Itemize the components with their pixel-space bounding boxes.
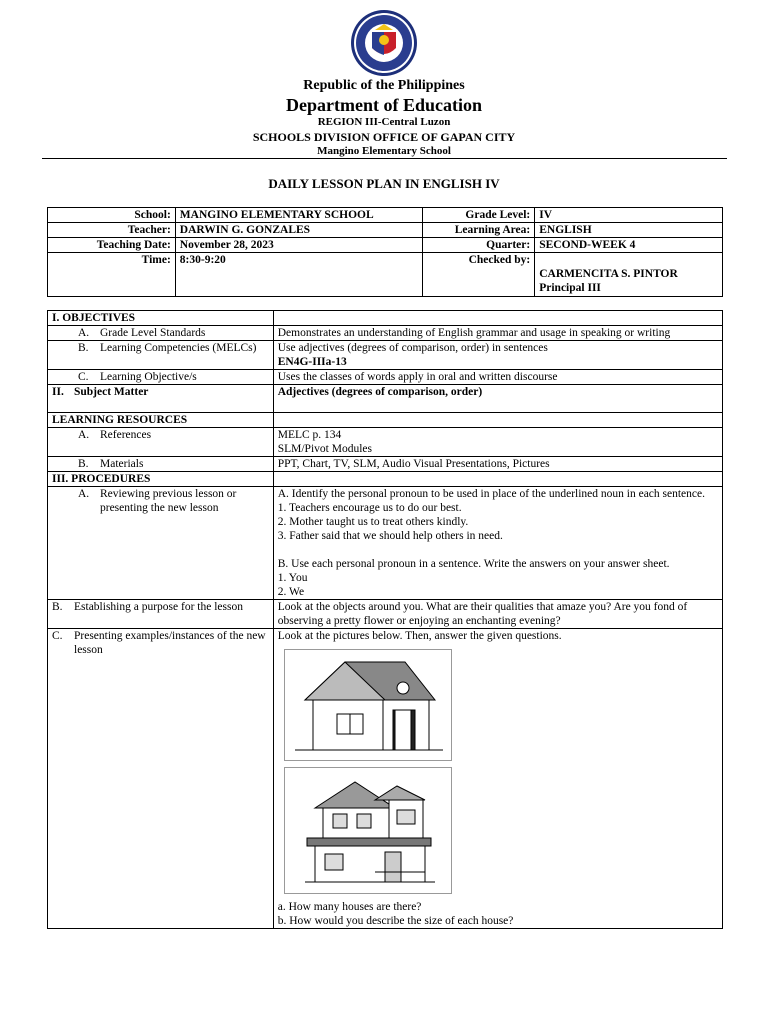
objective-b-num: B. [78,342,89,354]
header-divider [42,158,727,159]
procedure-b-label: Establishing a purpose for the lesson [74,601,243,613]
table-row [48,238,723,253]
objective-a-label: Grade Level Standards [100,327,206,339]
area-value: ENGLISH [535,223,723,238]
procedure-a-line: 1. You [277,572,308,584]
checked-title: Principal III [539,282,601,294]
materials-num: B. [78,458,89,470]
region-line: REGION III-Central Luzon [317,116,451,128]
subject-text: Adjectives (degrees of comparison, order) [273,385,722,413]
teacher-label: Teacher: [48,223,176,238]
procedure-c-question: b. How would you describe the size of each house? [277,915,514,927]
lesson-plan-table [47,310,723,929]
checked-name: CARMENCITA S. PINTOR [539,268,678,280]
procedure-a-line: 2. Mother taught us to treat others kindly. [277,516,469,528]
references-num: A. [78,429,90,441]
table-row [48,370,723,385]
time-value: 8:30-9:20 [175,253,423,297]
reference-1: MELC p. 134 [277,429,342,441]
objective-b-text: Use adjectives (degrees of comparison, order) in sentences [277,342,548,354]
table-row [48,311,723,326]
table-row [48,253,723,297]
subject-num: II. [52,386,64,398]
materials-text: PPT, Chart, TV, SLM, Audio Visual Presentations, Pictures [273,457,722,472]
table-row [48,223,723,238]
procedure-b-text: Look at the objects around you. What are their qualities that amaze you? Are you fond of observing a pretty flower or enjoying an enchanting evening? [273,600,722,629]
big-house-image [284,767,452,894]
table-row [48,341,723,370]
subject-heading: Subject Matter [74,386,149,398]
references-label: References [100,429,152,441]
checked-label: Checked by: [423,253,535,297]
objectives-heading: I. OBJECTIVES [48,311,274,326]
procedure-c-intro: Look at the pictures below. Then, answer the given questions. [277,630,562,642]
objective-a-num: A. [78,327,90,339]
page-title: DAILY LESSON PLAN IN ENGLISH IV [268,176,500,191]
resources-heading: LEARNING RESOURCES [48,413,274,428]
procedure-c-num: C. [52,630,63,642]
procedure-c-label: Presenting examples/instances of the new lesson [74,630,266,656]
small-house-image [284,649,452,761]
table-row [48,208,723,223]
table-row [48,413,723,428]
republic-line: Republic of the Philippines [303,78,465,93]
procedure-c-question: a. How many houses are there? [277,901,422,913]
school-value: MANGINO ELEMENTARY SCHOOL [175,208,423,223]
objective-c-num: C. [78,371,89,383]
area-label: Learning Area: [423,223,535,238]
table-row [48,385,723,413]
table-row [48,629,723,929]
quarter-label: Quarter: [423,238,535,253]
objective-a-text: Demonstrates an understanding of English grammar and usage in speaking or writing [273,326,722,341]
school-label: School: [48,208,176,223]
competency-code: EN4G-IIIa-13 [277,356,347,368]
teacher-value: DARWIN G. GONZALES [175,223,423,238]
procedure-a-line: A. Identify the personal pronoun to be used in place of the underlined noun in each sentence. [277,488,705,500]
table-row [48,457,723,472]
grade-value: IV [535,208,723,223]
procedure-a-line: 3. Father said that we should help others in need. [277,530,503,542]
checked-value [535,253,723,297]
table-row [48,487,723,600]
deped-seal-icon [349,8,419,78]
grade-label: Grade Level: [423,208,535,223]
time-label: Time: [48,253,176,297]
procedure-a-line: 1. Teachers encourage us to do our best. [277,502,462,514]
procedure-a-line: 2. We [277,586,305,598]
table-row [48,600,723,629]
procedures-heading: III. PROCEDURES [48,472,274,487]
table-row [48,326,723,341]
quarter-value: SECOND-WEEK 4 [535,238,723,253]
school-info-table [47,207,723,297]
objective-c-text: Uses the classes of words apply in oral and written discourse [273,370,722,385]
date-label: Teaching Date: [48,238,176,253]
table-row [48,428,723,457]
procedure-b-num: B. [52,601,63,613]
date-value: November 28, 2023 [175,238,423,253]
division-line: SCHOOLS DIVISION OFFICE OF GAPAN CITY [252,130,516,144]
materials-label: Materials [100,458,144,470]
objective-c-label: Learning Objective/s [100,371,197,383]
objective-b-label: Learning Competencies (MELCs) [100,342,257,354]
school-line: Mangino Elementary School [317,145,451,157]
procedure-a-line: B. Use each personal pronoun in a sentence. Write the answers on your answer sheet. [277,558,670,570]
reference-2: SLM/Pivot Modules [277,443,372,455]
department-title: Department of Education [286,95,482,115]
procedure-a-num: A. [78,488,90,500]
procedure-a-label: Reviewing previous lesson or presenting the new lesson [100,488,237,514]
table-row [48,472,723,487]
